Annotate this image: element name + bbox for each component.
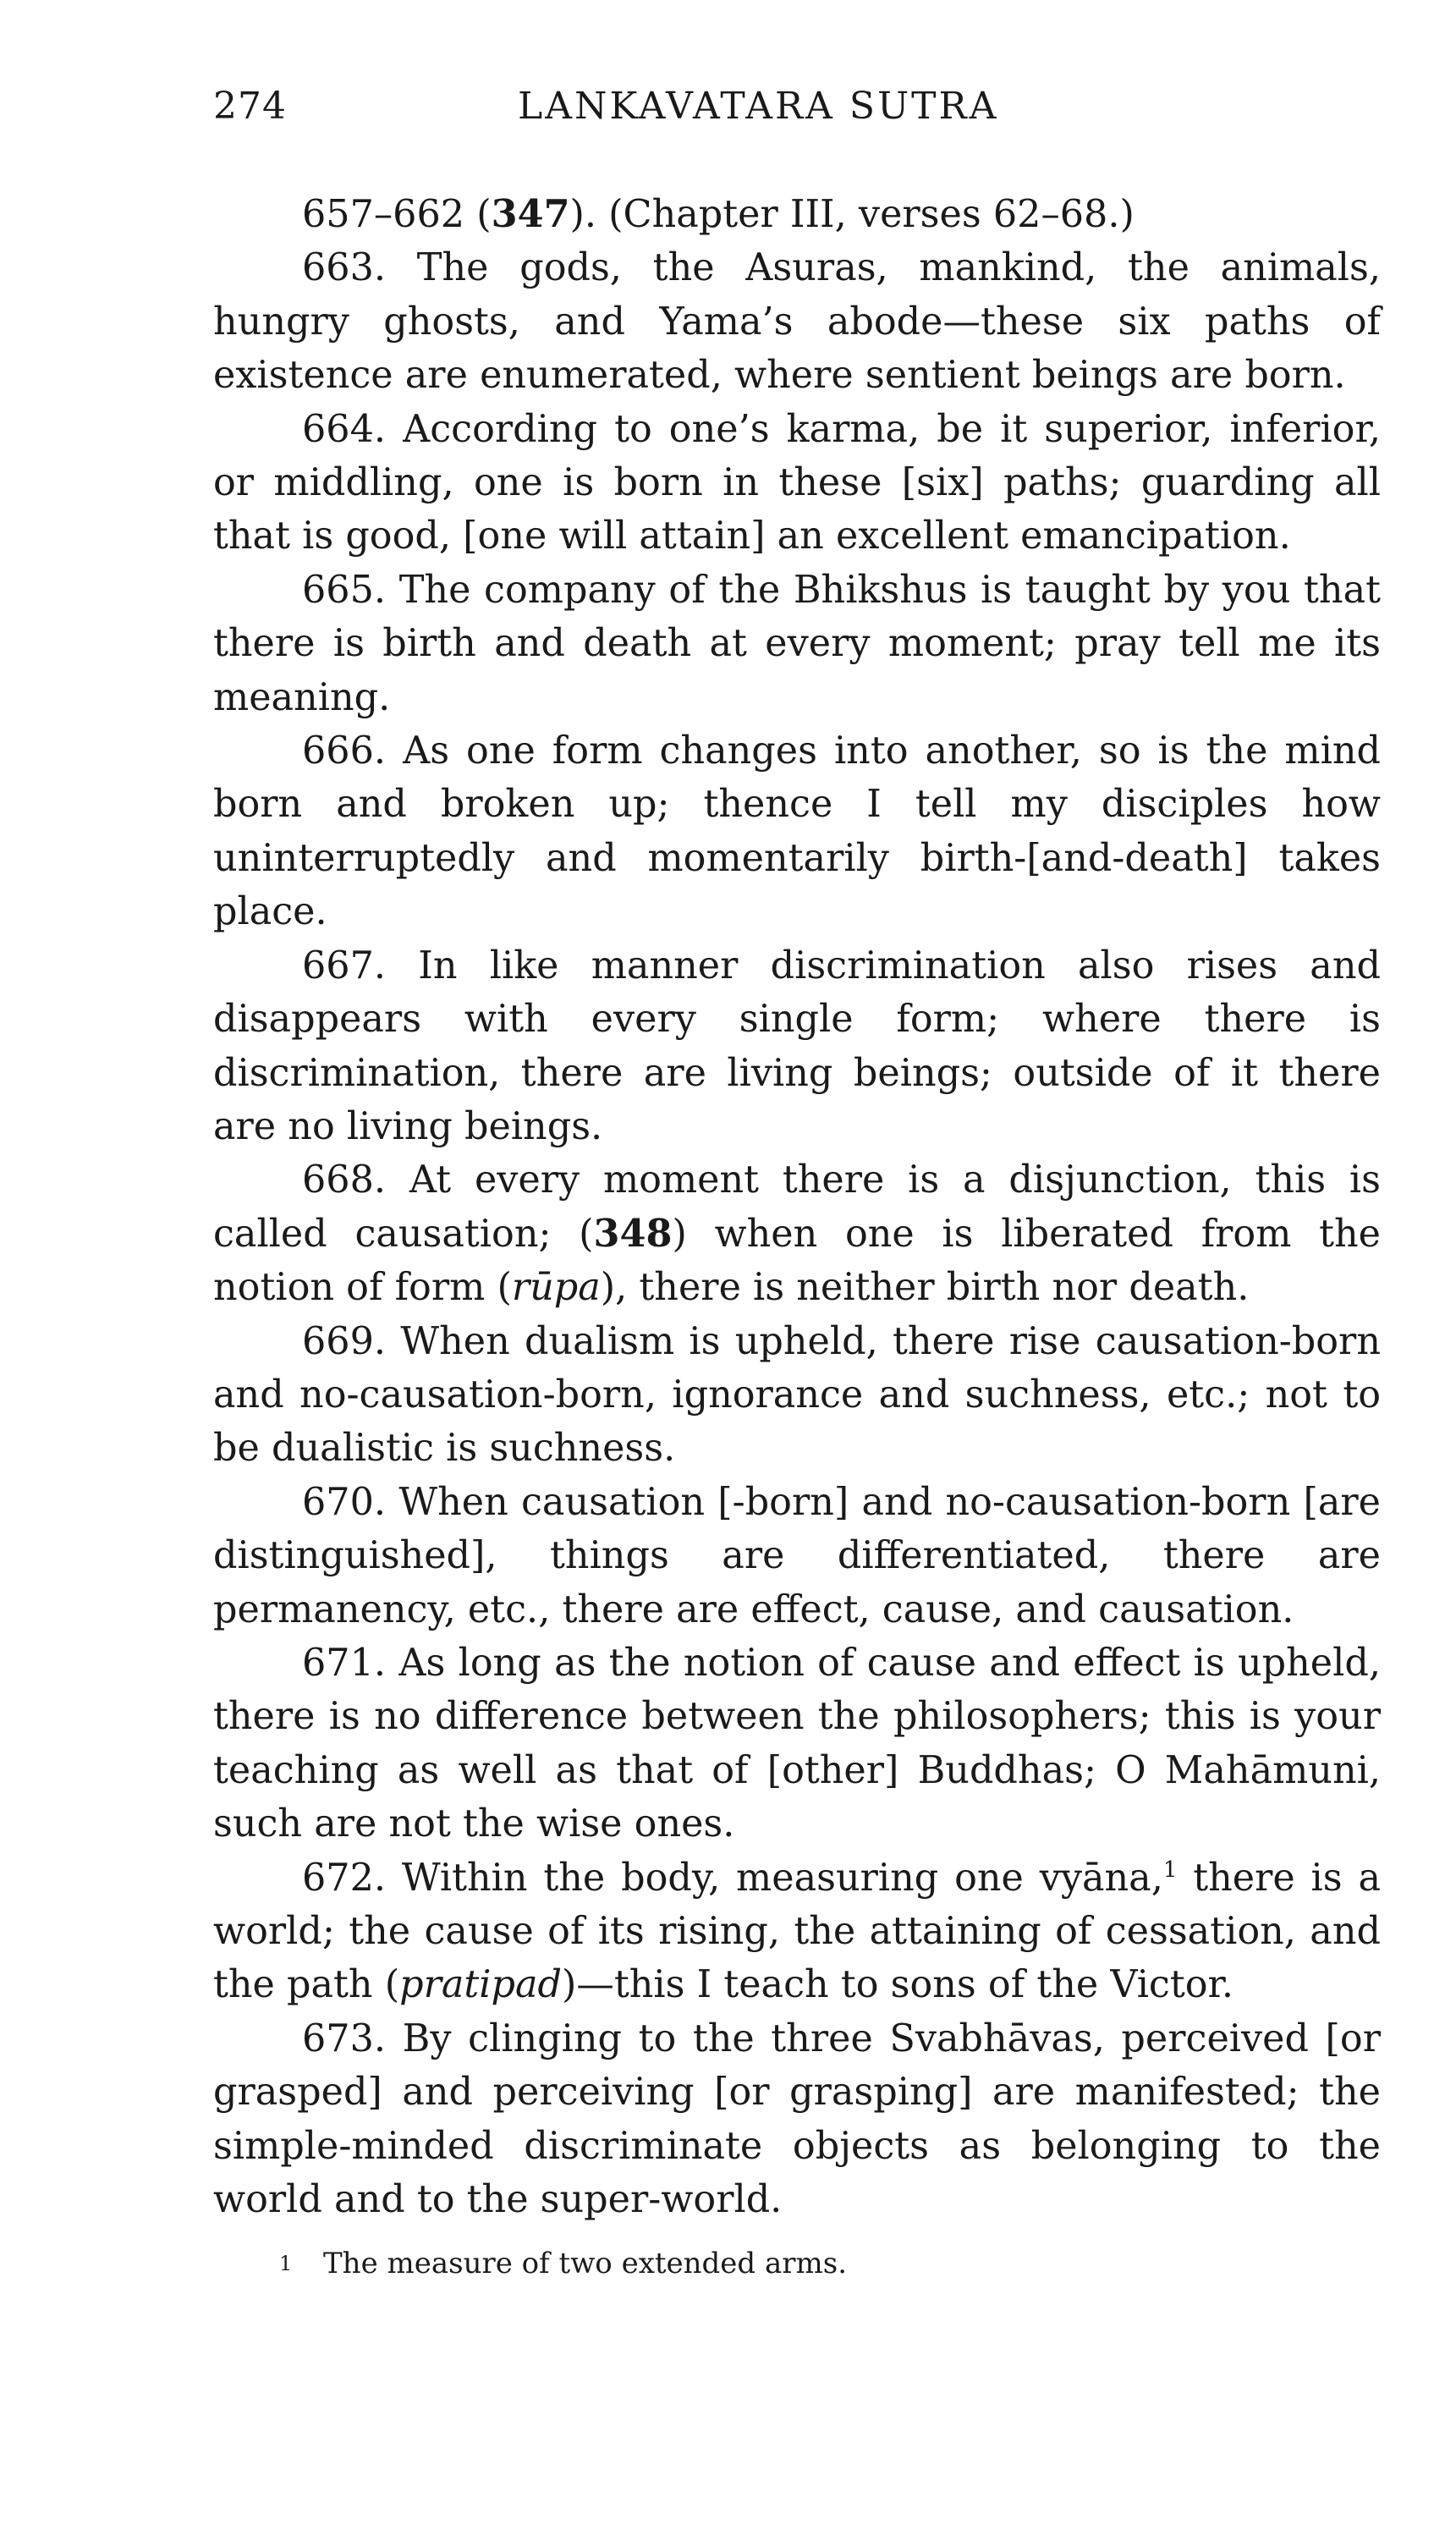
verse-670: 670. When causation [-born] and no-causation-born [are distinguished], things are differentiated, there are permanency, etc., there are effect, cause, and causation. [213,1480,1381,1631]
verse-range: 657–662 ( [302,193,492,236]
sanskrit-page-marker: 347 [491,192,570,236]
verse-672-part-b: there is a world; the cause of its rising, the attaining of cessation, and the path ( [213,1856,1381,2007]
footnote-reference: 1 [1162,1857,1178,1883]
verse-665: 665. The company of the Bhikshus is taught by you that there is birth and death at every moment; pray tell me its meaning. [213,568,1381,719]
verse-664: 664. According to one’s karma, be it superior, inferior, or middling, one is born in these [six] paths; guarding all that is good, [one will attain] an excellent emancipation. [213,407,1381,558]
sanskrit-term: pratipad [399,1963,562,2007]
footnote-text: The measure of two extended arms. [323,2247,848,2281]
footnote-mark: 1 [279,2252,293,2276]
book-title: LANKAVATARA SUTRA [518,85,999,128]
body-text [213,188,1381,2226]
book-page [213,85,1381,2282]
verse-673: 673. By clinging to the three Svabhāvas, perceived [or grasped] and perceiving [or grasping] are manifested; the simple-minded discriminate objects as belonging to the world and to the super-world. [213,2016,1381,2222]
sanskrit-term: rūpa [511,1266,601,1310]
running-head [213,85,1381,144]
verse-668-part-e: ), there is neither birth nor death. [600,1266,1250,1310]
page-number: 274 [213,85,287,128]
verse-668-part-a: 668. At every moment there is a disjunction, this is called causation; ( [213,1158,1381,1256]
sanskrit-page-marker: 348 [593,1211,673,1256]
verse-667: 667. In like manner discrimination also rises and disappears with every single form; where there is discrimination, there are living beings; outside of it there are no living beings. [213,943,1381,1148]
verse-663: 663. The gods, the Asuras, mankind, the animals, hungry ghosts, and Yama’s abode—these six paths of existence are enumerated, where sentient beings are born. [213,246,1381,398]
verse-666: 666. As one form changes into another, so is the mind born and broken up; thence I tell my disciples how uninterruptedly and momentarily birth-[and-death] takes place. [213,729,1381,934]
verse-669: 669. When dualism is upheld, there rise causation-born and no-causation-born, ignorance and suchness, etc.; not to be dualistic is suchness. [213,1319,1381,1471]
section-reference [213,188,1381,241]
chapter-reference: ). (Chapter III, verses 62–68.) [569,193,1135,236]
verse-672-part-a: 672. Within the body, measuring one vyāna, [302,1856,1163,1900]
verse-672-part-d: )—this I teach to sons of the Victor. [562,1963,1234,2007]
footnote [213,2245,1381,2282]
verse-671: 671. As long as the notion of cause and effect is upheld, there is no difference between the philosophers; this is your teaching as well as that of [other] Buddhas; O Mahāmuni, such are not the wise ones. [213,1641,1381,1846]
verse-672 [213,1851,1381,2012]
verse-668 [213,1153,1381,1314]
verse-668-part-c: ) when one is liberated from the notion of form ( [213,1212,1381,1310]
